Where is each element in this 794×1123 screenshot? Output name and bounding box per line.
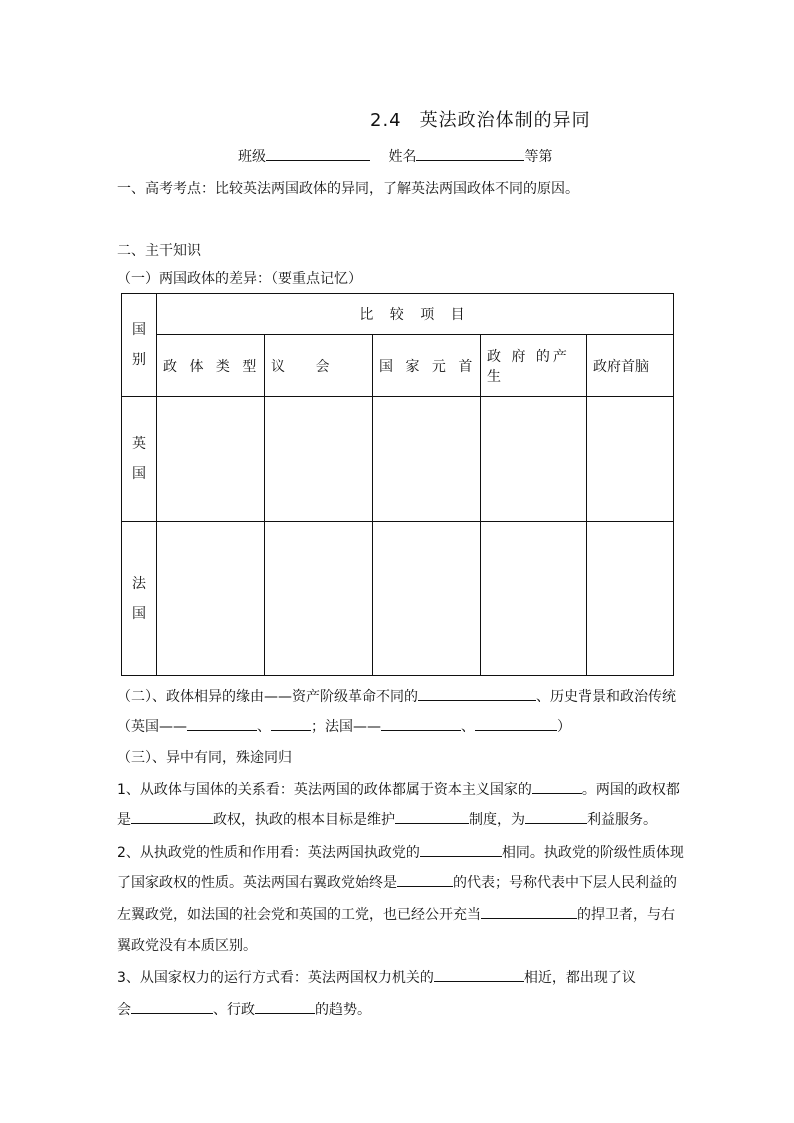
reasons-text: 、 [257,719,271,735]
fill-blank[interactable] [418,686,536,701]
answer-cell[interactable] [481,397,587,522]
column-header: 政府首脑 [587,335,674,397]
column-header: 政 体 类 型 [157,335,265,397]
section-exam-points: 一、高考考点：比较英法两国政体的异同，了解英法两国政体不同的原因。 [117,181,579,197]
class-label: 班级 [238,149,266,165]
fill-blank[interactable] [131,999,213,1014]
fill-blank[interactable] [475,716,557,731]
item-text: 1、从政体与国体的关系看：英法两国的政体都属于资本主义国家的 [117,782,532,798]
column-header: 政 府 的产生 [481,335,587,397]
subsection-similarities: （三）、异中有同，殊途同归 [117,750,292,766]
item-text: 制度，为 [469,812,525,828]
class-blank[interactable] [266,146,370,161]
row-label-britain [122,397,157,522]
section-main-knowledge: 二、主干知识 [117,243,201,259]
item-text: 是 [117,812,131,828]
row-label-char: 法 [132,575,146,592]
item-text: 的趋势。 [315,1002,371,1018]
item-text: 相同。执政党的阶级性质体现 [501,845,684,861]
name-blank[interactable] [416,146,524,161]
title-text: 英法政治体制的异同 [419,110,591,131]
title-number: 2.4 [370,110,402,131]
item-text: 政权，执政的根本目标是维护 [213,812,395,828]
fill-blank[interactable] [525,809,587,824]
item1-line2 [117,809,657,829]
item-text: 、行政 [213,1002,255,1018]
item-text: 。两国的政权都 [581,782,680,798]
item-text: 了国家政权的性质。英法两国右翼政党始终是 [117,875,397,891]
item-text: 2、从执政党的性质和作用看：英法两国执政党的 [117,845,420,861]
item-text: 利益服务。 [587,812,657,828]
item2-line4: 翼政党没有本质区别。 [117,938,257,954]
answer-cell[interactable] [587,397,674,522]
column-header: 国 家 元 首 [373,335,481,397]
fill-blank[interactable] [187,716,257,731]
reasons-text: （二）、政体相异的缘由——资产阶级革命不同的 [117,689,418,705]
fill-blank[interactable] [271,716,311,731]
country-header-char: 别 [132,352,146,368]
comparison-table [121,293,674,676]
reasons-text: 、历史背景和政治传统 [536,689,676,705]
answer-cell[interactable] [373,397,481,522]
column-header: 议 会 [265,335,373,397]
country-header-char: 国 [132,322,146,338]
table-row-france [122,522,674,676]
item-text: 相近，都出现了议 [523,970,636,986]
item3-line2 [117,999,371,1019]
item2-line1 [117,842,684,862]
row-label-char: 英 [132,436,146,452]
answer-cell[interactable] [265,522,373,676]
row-label-france [122,522,157,676]
item1-line1 [117,779,680,799]
item-text: 3、从国家权力的运行方式看：英法两国权力机关的 [117,970,434,986]
item-text: 的代表；号称代表中下层人民利益的 [453,875,677,891]
student-info-line [238,146,552,166]
reasons-text: （英国—— [117,719,187,735]
item-text: 会 [117,1002,131,1018]
reasons-text: ；法国—— [311,719,381,735]
rank-label: 等第 [524,149,553,165]
fill-blank[interactable] [255,999,315,1014]
answer-cell[interactable] [157,522,265,676]
reasons-text: 、 [461,719,475,735]
row-label-char: 国 [132,605,146,622]
row-label-char: 国 [132,466,146,482]
fill-blank[interactable] [434,967,524,982]
answer-cell[interactable] [373,522,481,676]
item-text: 左翼政党，如法国的社会党和英国的工党，也已经公开充当 [117,907,481,923]
table-row-britain [122,397,674,522]
subsection-reasons-line1 [117,686,676,706]
fill-blank[interactable] [397,872,453,887]
answer-cell[interactable] [587,522,674,676]
fill-blank[interactable] [381,716,461,731]
answer-cell[interactable] [265,397,373,522]
page-title [370,106,591,132]
fill-blank[interactable] [532,779,582,794]
comparison-items-header: 比 较 项 目 [157,294,674,335]
fill-blank[interactable] [395,809,469,824]
item2-line2 [117,872,677,892]
name-label: 姓名 [388,149,417,165]
fill-blank[interactable] [131,809,213,824]
item3-line1 [117,967,636,987]
item2-line3 [117,904,675,924]
fill-blank[interactable] [481,904,577,919]
fill-blank[interactable] [420,842,502,857]
answer-cell[interactable] [157,397,265,522]
subsection-differences: （一）两国政体的差异：（要重点记忆） [117,271,362,287]
answer-cell[interactable] [481,522,587,676]
item-text: 的捍卫者，与右 [577,907,675,923]
reasons-text: ） [557,719,571,735]
country-header-cell [122,294,157,397]
subsection-reasons-line2 [117,716,571,736]
